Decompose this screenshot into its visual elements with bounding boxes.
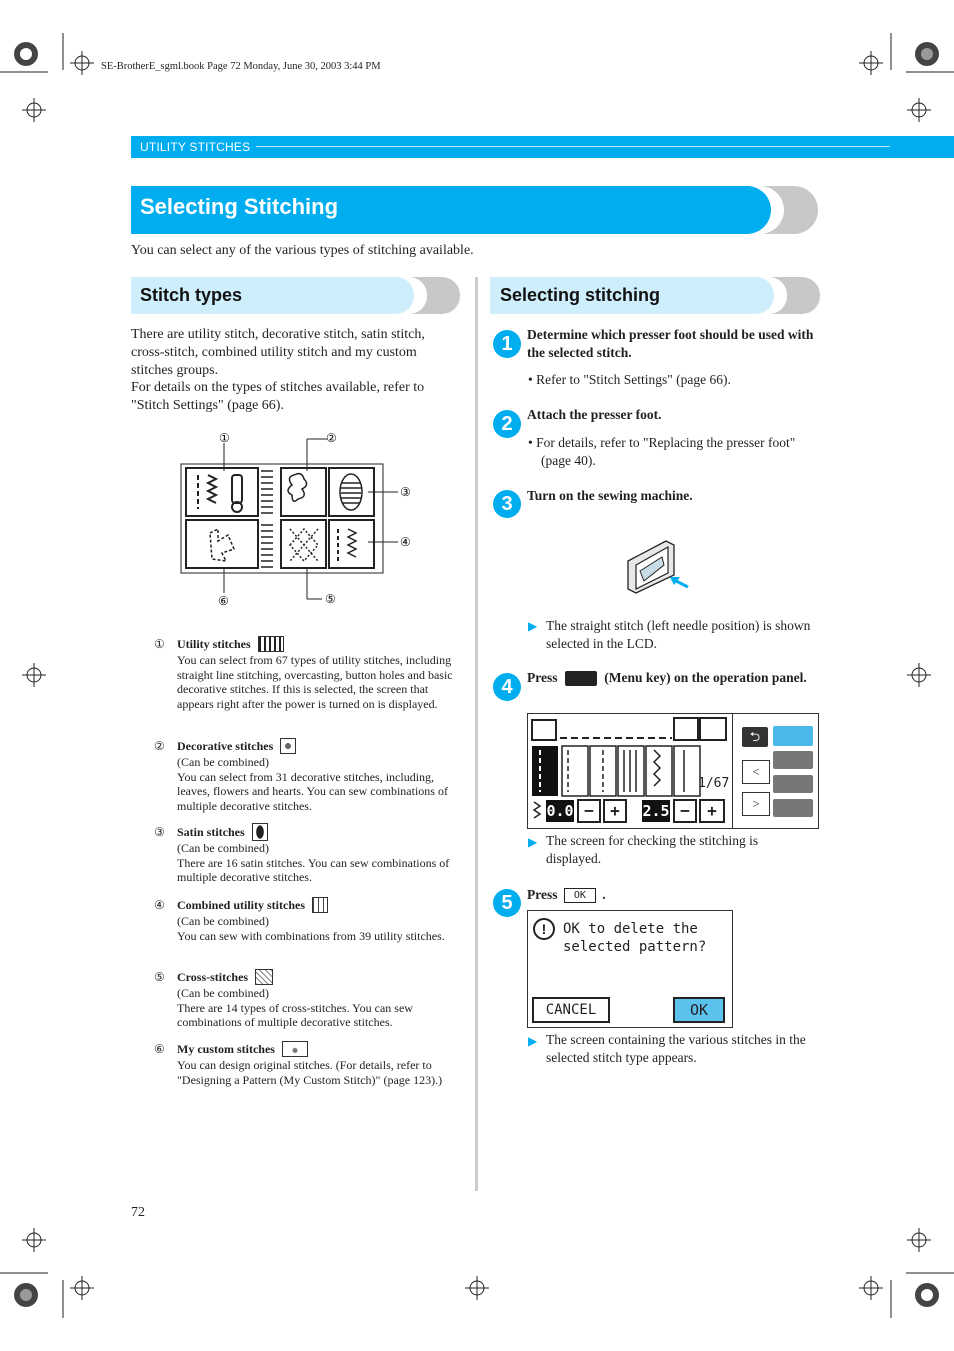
page-counter: 1/67 bbox=[698, 776, 730, 791]
right-key[interactable]: > bbox=[742, 792, 770, 816]
stitch-check-lcd bbox=[527, 713, 819, 829]
list-item bbox=[154, 1040, 462, 1106]
step-5-press: Press bbox=[527, 887, 558, 902]
page-title: Selecting Stitching bbox=[140, 194, 339, 219]
memory-key[interactable] bbox=[773, 751, 813, 769]
right-heading: Selecting stitching bbox=[500, 285, 661, 305]
item-title: Combined utility stitches bbox=[177, 898, 306, 912]
lcd-divider bbox=[732, 714, 733, 828]
item-title: Satin stitches bbox=[177, 825, 245, 839]
item-note: (Can be combined) bbox=[177, 914, 269, 928]
custom-key[interactable] bbox=[773, 799, 813, 817]
length-minus[interactable]: − bbox=[680, 801, 690, 820]
left-key[interactable]: < bbox=[742, 760, 770, 784]
header-note: SE-BrotherE_sgml.book Page 72 Monday, June 30, 2003 3:44 PM bbox=[101, 61, 381, 72]
image-key[interactable] bbox=[773, 775, 813, 793]
list-item bbox=[154, 968, 462, 1040]
back-key[interactable]: ⮌ bbox=[742, 727, 768, 747]
callout-5: ⑤ bbox=[325, 592, 336, 606]
item-note: (Can be combined) bbox=[177, 755, 269, 769]
item-title: Decorative stitches bbox=[177, 739, 274, 753]
step-1-badge: 1 bbox=[493, 330, 521, 358]
step-3-result: The straight stitch (left needle position) is shown selected in the LCD. bbox=[546, 618, 811, 651]
page-number: 72 bbox=[131, 1205, 145, 1220]
callout-2: ② bbox=[326, 431, 337, 445]
item-desc: You can design original stitches. (For details, refer to "Designing a Pattern (My Custom Stitch)" (page 123).) bbox=[177, 1058, 443, 1087]
step-2-heading: Attach the presser foot. bbox=[527, 407, 662, 422]
intro-text: You can select any of the various types of stitching available. bbox=[131, 243, 474, 258]
length-value: 2.5 bbox=[642, 802, 670, 820]
custom-stitch-icon bbox=[282, 1041, 308, 1057]
list-item bbox=[154, 823, 462, 896]
width-plus[interactable]: + bbox=[610, 801, 620, 820]
item-desc: You can select from 67 types of utility stitches, including straight line stitching, overcasting, button holes and basic decorative stitches. If this is selected, the screen that appears right after the power is turned on is displayed. bbox=[177, 653, 453, 711]
delete-confirm-dialog bbox=[527, 910, 733, 1028]
satin-stitch-icon bbox=[252, 823, 268, 841]
cancel-button[interactable]: CANCEL bbox=[532, 997, 610, 1023]
alert-icon: ! bbox=[533, 918, 555, 940]
item-title: My custom stitches bbox=[177, 1042, 275, 1056]
step-3-badge: 3 bbox=[493, 490, 521, 518]
item-note: (Can be combined) bbox=[177, 986, 269, 1000]
step-2-bullet: • For details, refer to "Replacing the presser foot" (page 40). bbox=[528, 435, 796, 468]
step-5-badge: 5 bbox=[493, 889, 521, 917]
item-number: ⑤ bbox=[154, 970, 165, 984]
left-heading: Stitch types bbox=[140, 285, 243, 305]
step-5-result: The screen containing the various stitches in the selected stitch type appears. bbox=[546, 1032, 806, 1065]
callout-6: ⑥ bbox=[218, 594, 229, 608]
step-1-heading: Determine which presser foot should be used with the selected stitch. bbox=[527, 327, 814, 360]
left-para-1: There are utility stitch, decorative stitch, satin stitch, cross-stitch, combined utility stitch and my custom stitches groups. bbox=[131, 327, 425, 378]
item-desc: You can select from 31 decorative stitches, including, leaves, flowers and hearts. You can sew combinations of multiple decorative stitches. bbox=[177, 769, 448, 813]
stitch-type-screen bbox=[170, 425, 430, 615]
item-title: Utility stitches bbox=[177, 637, 251, 651]
item-note: (Can be combined) bbox=[177, 841, 269, 856]
width-value: 0.0 bbox=[546, 802, 574, 820]
result-arrow: ▶ bbox=[528, 1034, 538, 1048]
item-desc: There are 14 types of cross-stitches. You can sew combinations of multiple decorative stitches. bbox=[177, 1000, 413, 1029]
result-arrow: ▶ bbox=[528, 619, 538, 633]
step-5-rest: . bbox=[602, 887, 606, 902]
column-divider bbox=[475, 277, 478, 1191]
dialog-message-line2: selected pattern? bbox=[563, 939, 707, 955]
ok-key-icon: OK bbox=[564, 888, 596, 903]
callout-4: ④ bbox=[400, 535, 411, 549]
power-switch-illustration bbox=[622, 535, 694, 597]
decorative-stitch-icon bbox=[280, 738, 296, 754]
ribbon-rule bbox=[256, 146, 890, 147]
step-4-press: Press bbox=[527, 670, 558, 685]
result-arrow: ▶ bbox=[528, 835, 538, 849]
utility-stitch-icon bbox=[258, 636, 284, 652]
item-desc: You can sew with combinations from 39 utility stitches. bbox=[177, 928, 445, 943]
left-para-2: For details on the types of stitches available, refer to "Stitch Settings" (page 66). bbox=[131, 380, 425, 413]
menu-key[interactable] bbox=[773, 726, 813, 746]
item-number: ① bbox=[154, 637, 165, 651]
step-3-heading: Turn on the sewing machine. bbox=[527, 488, 693, 503]
step-4-badge: 4 bbox=[493, 673, 521, 701]
menu-key-icon bbox=[565, 671, 597, 686]
step-4-result: The screen for checking the stitching is displayed. bbox=[546, 833, 759, 866]
section-ribbon bbox=[131, 136, 954, 158]
item-desc: There are 16 satin stitches. You can sew combinations of multiple decorative stitches. bbox=[177, 855, 450, 885]
item-number: ④ bbox=[154, 898, 165, 912]
item-number: ③ bbox=[154, 825, 165, 839]
callout-3: ③ bbox=[400, 485, 411, 499]
callout-1: ① bbox=[219, 431, 230, 445]
ok-button[interactable]: OK bbox=[673, 997, 725, 1023]
item-number: ② bbox=[154, 739, 165, 753]
item-title: Cross-stitches bbox=[177, 970, 249, 984]
width-minus[interactable]: − bbox=[584, 801, 594, 820]
step-1-bullet: • Refer to "Stitch Settings" (page 66). bbox=[528, 372, 731, 387]
step-4-heading bbox=[527, 669, 822, 687]
combined-utility-stitch-icon bbox=[312, 897, 328, 913]
list-item bbox=[154, 737, 462, 823]
stitch-type-list bbox=[154, 635, 462, 1106]
list-item bbox=[154, 635, 462, 737]
step-4-rest: (Menu key) on the operation panel. bbox=[604, 670, 807, 685]
length-plus[interactable]: + bbox=[707, 801, 717, 820]
step-2-badge: 2 bbox=[493, 410, 521, 438]
cross-stitch-icon bbox=[255, 969, 273, 985]
dialog-message-line1: OK to delete the bbox=[563, 921, 698, 937]
list-item bbox=[154, 896, 462, 968]
step-5-heading bbox=[527, 886, 822, 904]
item-number: ⑥ bbox=[154, 1042, 165, 1056]
section-ribbon-label: UTILITY STITCHES bbox=[140, 140, 251, 154]
